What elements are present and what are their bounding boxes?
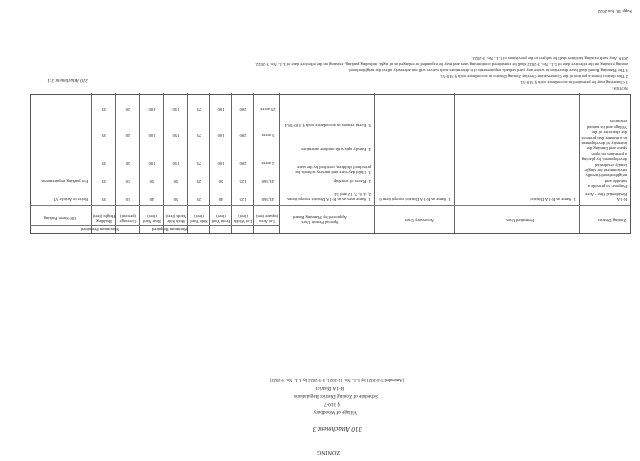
table-cell: 35 bbox=[101, 197, 107, 202]
col-minimum-required: Minimum Required bbox=[151, 227, 189, 232]
table-cell: 10 bbox=[125, 197, 131, 202]
table-cell: 40 bbox=[218, 197, 224, 202]
table-cell: 75 bbox=[196, 133, 202, 138]
table-cell: 20 bbox=[125, 107, 131, 112]
table-cell: 20 bbox=[125, 133, 131, 138]
table-cell: 125 bbox=[239, 179, 247, 184]
village-name: Village of Woodbury bbox=[313, 409, 357, 415]
footer-date: Supp 38, Jun 2022 bbox=[597, 9, 632, 14]
running-header: ZONING bbox=[317, 449, 340, 455]
table-cell: 150 bbox=[172, 133, 180, 138]
table-cell: 100 bbox=[148, 107, 156, 112]
col-special-permit-uses: Special Permit Uses Approved by Planning Board bbox=[293, 214, 347, 225]
table-cell: 150 bbox=[172, 107, 180, 112]
special-permit-cell bbox=[283, 123, 371, 202]
parking-cell: For parking requirements bbox=[41, 179, 88, 184]
table-cell: 100 bbox=[217, 161, 225, 166]
col-coverage: Coverage (percent) bbox=[119, 213, 137, 224]
accessory-uses-cell: 1. Same as R-1A District except item 6 bbox=[379, 197, 451, 202]
table-cell: 150 bbox=[172, 161, 180, 166]
col-rear-yard: Rear Yard (feet) bbox=[143, 213, 161, 224]
col-maximum-permitted: Maximum Permitted bbox=[80, 227, 120, 232]
section-number: § 310-7 bbox=[324, 401, 340, 407]
table-cell: 20 bbox=[125, 161, 131, 166]
table-cell: 100 bbox=[148, 161, 156, 166]
district-cell: R-1A Residential One - Acre Purpose: to provide a suitable and neighborhood-friendly environment for single-family residential development, by placing a premium on open space and limiting the intensity of development in a manner that protects the character of the Village and its natural resources bbox=[581, 119, 627, 202]
schedule-title: Schedule of Zoning District Regulations bbox=[294, 393, 378, 399]
note-item: 2019. Any such existing facilities shall be subject to the provisions of L.L. No. 3-2022. bbox=[471, 56, 628, 61]
note-item: 1 Clustering may be permitted in accordance with § 310-53. bbox=[519, 80, 628, 85]
table-cell: 50 bbox=[173, 197, 179, 202]
col-building-height: Building Height (feet) bbox=[92, 213, 116, 224]
table-cell: 25 bbox=[196, 197, 202, 202]
col-zoning-district: Zoning District bbox=[597, 218, 626, 223]
table-cell: 25 acres bbox=[260, 107, 276, 112]
table-cell: 75 bbox=[196, 161, 202, 166]
list-item: 3. Child day-care and nursery schools for preschool children, certified by the state bbox=[295, 164, 371, 175]
col-accessory-uses: Accessory Uses bbox=[404, 218, 434, 223]
col-both-side-yards: Both Side Yards (feet) bbox=[165, 213, 187, 224]
regulations-table bbox=[30, 94, 631, 234]
table-cell: 35 bbox=[101, 179, 107, 184]
table-cell: 35 bbox=[101, 133, 107, 138]
table-cell: 200 bbox=[239, 161, 247, 166]
table-cell: 200 bbox=[239, 107, 247, 112]
table-cell: 50 bbox=[218, 179, 224, 184]
notes-heading: NOTES: bbox=[612, 86, 628, 91]
table-cell: 125 bbox=[239, 197, 247, 202]
list-item: 2. Places of worship bbox=[333, 179, 371, 184]
amendment-note: [Amended 5-4-2021 by L.L. No. 11-2021; 3-3-2022 by L.L. No. 3-2022] bbox=[269, 378, 404, 383]
permitted-uses-cell: 1. Same as R-1A District bbox=[530, 197, 576, 202]
note-item: zoning existing on the effective date of L.L. No. 3-2022 shall be considered conforming uses and may be expanded or enlarged as of right, including parking, existing on the effective date of L.L. No. 3-2022. bbox=[254, 62, 628, 67]
district-title: R-1A District bbox=[315, 385, 344, 391]
col-off-street-parking: Off-Street Parking bbox=[43, 216, 77, 221]
col-lot-area: Lot Area (square feet) bbox=[255, 213, 279, 224]
parking-cell: Refer to Article VI bbox=[53, 197, 88, 202]
table-cell: 25 bbox=[196, 179, 202, 184]
note-item: 3 The Planning Board shall have discretion to waive any yard setback requirements if it determines such waiver will not adversely affect the neighborhood. bbox=[348, 68, 628, 73]
col-side-yard: Side Yard (feet) bbox=[190, 213, 208, 224]
table-cell: 5 acres bbox=[261, 133, 275, 138]
table-cell: 35 bbox=[101, 107, 107, 112]
table-cell: 40 bbox=[149, 197, 155, 202]
list-item: 1. Same uses as in R-1A District except items 2, 4, 6, 7, 12 and 14 bbox=[287, 191, 371, 202]
table-cell: 100 bbox=[217, 133, 225, 138]
table-cell: 50 bbox=[173, 179, 179, 184]
table-cell: 43,560 bbox=[261, 197, 275, 202]
col-permitted-uses: Permitted Uses bbox=[506, 218, 534, 223]
table-cell: 2 acres bbox=[261, 161, 275, 166]
col-lot-width: Lot Width (feet) bbox=[234, 213, 252, 224]
col-front-yard: Front Yard (feet) bbox=[211, 213, 231, 224]
table-cell: 100 bbox=[217, 107, 225, 112]
table-cell: 43,560 bbox=[261, 179, 275, 184]
list-item: 5. Event venues in accordance with § 310-58.4 bbox=[284, 123, 371, 128]
attachment-title: 310 Attachment 3 bbox=[312, 425, 362, 433]
footer-attachment: 310 Attachment 3:1 bbox=[47, 77, 88, 83]
table-cell: 10 bbox=[125, 179, 131, 184]
table-cell: 50 bbox=[149, 179, 155, 184]
table-cell: 35 bbox=[101, 161, 107, 166]
list-item: 4. Family apts with outdoor amenities bbox=[301, 147, 371, 152]
table-cell: 100 bbox=[148, 133, 156, 138]
table-cell: 200 bbox=[239, 133, 247, 138]
note-item: 2 This district forms a portion of the Conservation Overlay Zoning District in accordance with § 310-51. bbox=[439, 74, 628, 79]
table-cell: 75 bbox=[196, 107, 202, 112]
